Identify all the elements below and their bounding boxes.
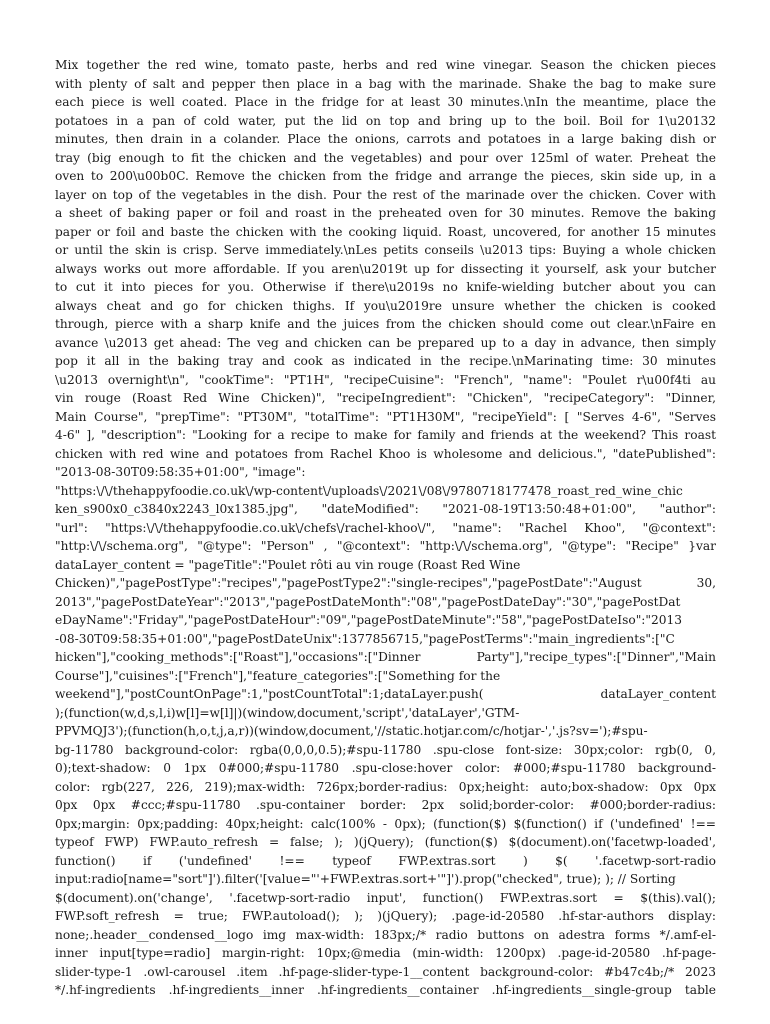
text-line: none;.header__condensed__logo img max-width: 183px;/* radio buttons on adestra forms */.amf-el- [55, 927, 716, 942]
text-line: ken_s900x0_c3840x2243_l0x1385.jpg", "dateModified": "2021-08-19T13:50:48+01:00", "author": [55, 502, 716, 516]
text-line: eDayName":"Friday","pagePostDateHour":"09","pagePostDateMinute":"58","pagePostDateIso":"2013 [55, 613, 683, 627]
text-line: a sheet of baking paper or foil and roast in the preheated oven for 30 minutes. Remove the baking [55, 206, 716, 220]
text-line: */.hf-ingredients .hf-ingredients__inner .hf-ingredients__container .hf-ingredients__single-group table [55, 983, 716, 997]
text-line: \u2013 overnight\n", "cookTime": "PT1H", "recipeCuisine": "French", "name": "Poulet r\u00f4ti au [55, 372, 716, 387]
text-line: color: rgb(227, 226, 219);max-width: 726px;border-radius: 0px;height: auto;box-shadow: 0px 0px [55, 779, 716, 794]
text-line: each piece is well coated. Place in the fridge for at least 30 minutes.\nIn the meantime, place the [55, 95, 716, 109]
text-line: "url": "https:\/\/thehappyfoodie.co.uk\/chefs\/rachel-khoo\/", "name": "Rachel Khoo", "@context": [55, 520, 716, 535]
text-line: -08-30T09:58:35+01:00","pagePostDateUnix":1377856715,"pagePostTerms":"main_ingredients":["C [55, 631, 675, 646]
text-line: or until the skin is crisp. Serve immediately.\nLes petits conseils \u2013 tips: Buying a whole chicken [55, 243, 716, 257]
text-line: slider-type-1 .owl-carousel .item .hf-page-slider-type-1__content background-color: #b47c4b;/* 2023 [55, 964, 716, 979]
document-page [55, 56, 716, 1000]
text-line: tray (big enough to fit the chicken and the vegetables) and pour over 125ml of water. Preheat the [55, 150, 716, 165]
text-line: FWP.soft_refresh = true; FWP.autoload(); ); )(jQuery); .page-id-20580 .hf-star-authors display: [55, 909, 716, 923]
text-line: Course"],"cuisines":["French"],"feature_categories":["Something for the [55, 668, 501, 683]
text-line: weekend"],"postCountOnPage":1,"postCountTotal":1;dataLayer.push( dataLayer_content [55, 687, 716, 701]
text-line: through, pierce with a sharp knife and the juices from the chicken should come out clear.\nFaire en [55, 317, 716, 331]
text-line: oven to 200\u00b0C. Remove the chicken from the fridge and arrange the pieces, skin side up, in a [55, 169, 716, 183]
text-line: potatoes in a pan of cold water, put the lid on top and bring up to the boil. Boil for 1\u20132 [55, 113, 716, 128]
text-line: dataLayer_content = "pageTitle":"Poulet rôti au vin rouge (Roast Red Wine [55, 557, 521, 572]
text-line: pop it all in the baking tray and cook as indicated in the recipe.\nMarinating time: 30 minutes [55, 354, 716, 368]
text-line: 0px;margin: 0px;padding: 40px;height: calc(100% - 0px); (function($) $(function() if ('undefined' !== [55, 816, 716, 831]
text-line: input:radio[name="sort"]').filter('[value="'+FWP.extras.sort+'"]').prop("checked", true); ); // Sorting [55, 872, 676, 886]
text-line: $(document).on('change', '.facetwp-sort-radio input', function() FWP.extras.sort = $(this).val(); [55, 890, 716, 905]
text-line: inner input[type=radio] margin-right: 10px;@media (min-width: 1200px) .page-id-20580 .hf-page- [55, 946, 716, 960]
text-line: chicken with red wine and potatoes from Rachel Khoo is wholesome and delicious.", "datePublished": [55, 446, 716, 461]
text-line: PPVMQJ3');(function(h,o,t,j,a,r))(window,document,'//static.hotjar.com/c/hotjar-','.js?sv=');#spu- [55, 724, 648, 738]
text-line: avance \u2013 get ahead: The veg and chicken can be prepared up to a day in advance, then simply [55, 335, 716, 350]
text-line: "http:\/\/schema.org", "@type": "Person" , "@context": "http:\/\/schema.org", "@type": "Recipe" }var [55, 539, 716, 553]
text-line: always cheat and go for chicken thighs. If you\u2019re unsure whether the chicken is cooked [55, 298, 716, 313]
text-line: 2013","pagePostDateYear":"2013","pagePostDateMonth":"08","pagePostDateDay":"30","pagePostDat [55, 594, 681, 609]
text-line: );(function(w,d,s,l,i)w[l]=w[l]|)(window,document,'script','dataLayer','GTM- [55, 705, 520, 720]
text-line: bg-11780 background-color: rgba(0,0,0,0.5);#spu-11780 .spu-close font-size: 30px;color: rgb(0, 0, [55, 742, 716, 757]
text-line: 0);text-shadow: 0 1px 0#000;#spu-11780 .spu-close:hover color: #000;#spu-11780 background- [55, 761, 716, 775]
text-line: vin rouge (Roast Red Wine Chicken)", "recipeIngredient": "Chicken", "recipeCategory": "Dinner, [55, 391, 716, 405]
text-line: Mix together the red wine, tomato paste, herbs and red wine vinegar. Season the chicken pieces [55, 58, 716, 72]
text-line: 4-6" ], "description": "Looking for a recipe to make for family and friends at the weekend? This roast [55, 428, 716, 442]
text-line: paper or foil and baste the chicken with the cooking liquid. Roast, uncovered, for another 15 minutes [55, 224, 716, 239]
text-line: "2013-08-30T09:58:35+01:00", "image": [55, 465, 306, 479]
text-line: 0px 0px #ccc;#spu-11780 .spu-container border: 2px solid;border-color: #000;border-radius: [55, 798, 716, 812]
text-line: always works out more affordable. If you aren\u2019t up for dissecting it yourself, ask your butcher [55, 261, 716, 276]
text-line: typeof FWP) FWP.auto_refresh = false; ); )(jQuery); (function($) $(document).on('facetwp-loaded', [55, 835, 716, 849]
text-line: "https:\/\/thehappyfoodie.co.uk\/wp-content\/uploads\/2021\/08\/9780718177478_roast_red_wine_chic [55, 483, 683, 498]
text-line: hicken"],"cooking_methods":["Roast"],"occasions":["Dinner Party"],"recipe_types":["Dinner","Main [55, 650, 716, 664]
text-line: layer on top of the vegetables in the dish. Pour the rest of the marinade over the chicken. Cover with [55, 187, 716, 202]
text-line: Chicken)","pagePostType":"recipes","pagePostType2":"single-recipes","pagePostDate":"August 30, [55, 576, 716, 590]
text-line: with plenty of salt and pepper then place in a bag with the marinade. Shake the bag to make sure [55, 76, 716, 91]
text-line: function() if ('undefined' !== typeof FWP.extras.sort ) $( '.facetwp-sort-radio [55, 853, 716, 868]
text-line: to cut it into pieces for you. Otherwise if there\u2019s no knife-wielding butcher about you can [55, 280, 716, 294]
text-line: minutes, then drain in a colander. Place the onions, carrots and potatoes in a large baking dish or [55, 132, 716, 146]
text-line: Main Course", "prepTime": "PT30M", "totalTime": "PT1H30M", "recipeYield": [ "Serves 4-6", "Serves [55, 409, 716, 424]
